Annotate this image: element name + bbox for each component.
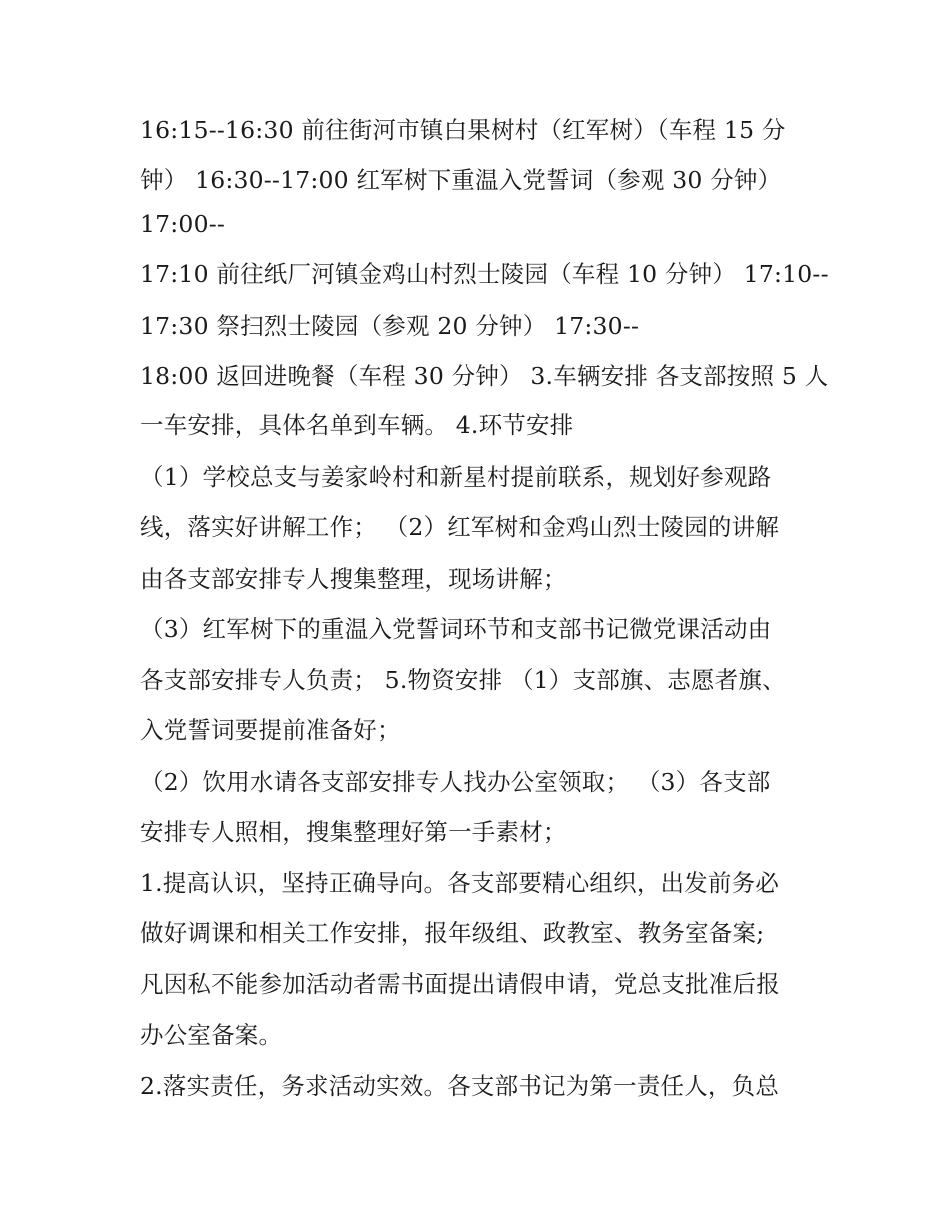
text-line: 17:00-- (140, 210, 226, 238)
text-line: 18:00 返回进晚餐（车程 30 分钟） 3.车辆安排 各支部按照 5 人 (140, 362, 829, 390)
text-line: （1）学校总支与姜家岭村和新星村提前联系，规划好参观路 (140, 463, 772, 491)
text-line: 由各支部安排专人搜集整理，现场讲解； (140, 565, 567, 593)
text-line: 做好调课和相关工作安排，报年级组、政教室、教务室备案; (140, 919, 765, 947)
text-line: 凡因私不能参加活动者需书面提出请假申请，党总支批准后报 (140, 970, 780, 998)
text-line: 17:30 祭扫烈士陵园（参观 20 分钟） 17:30-- (140, 312, 640, 340)
text-line: 办公室备案。 (140, 1021, 283, 1049)
text-line: 一车安排，具体名单到车辆。 4.环节安排 (140, 411, 574, 439)
text-line: 入党誓词要提前准备好； (140, 716, 401, 744)
text-line: 17:10 前往纸厂河镇金鸡山村烈士陵园（车程 10 分钟） 17:10-- (140, 260, 829, 288)
text-line: 安排专人照相，搜集整理好第一手素材； (140, 818, 567, 846)
text-line: 钟） 16:30--17:00 红军树下重温入党誓词（参观 30 分钟） (140, 166, 782, 194)
text-line: 线，落实好讲解工作； （2）红军树和金鸡山烈士陵园的讲解 (140, 513, 780, 541)
text-line: 1.提高认识，坚持正确导向。各支部要精心组织，出发前务必 (140, 869, 780, 897)
text-line: （2）饮用水请各支部安排专人找办公室领取； （3）各支部 (140, 768, 771, 796)
text-line: 2.落实责任，务求活动实效。各支部书记为第一责任人，负总 (140, 1072, 780, 1100)
text-line: （3）红军树下的重温入党誓词环节和支部书记微党课活动由 (140, 615, 772, 643)
text-line: 各支部安排专人负责； 5.物资安排 （1）支部旗、志愿者旗、 (140, 666, 786, 694)
text-line: 16:15--16:30 前往街河市镇白果树村（红军树）（车程 15 分 (140, 116, 786, 144)
